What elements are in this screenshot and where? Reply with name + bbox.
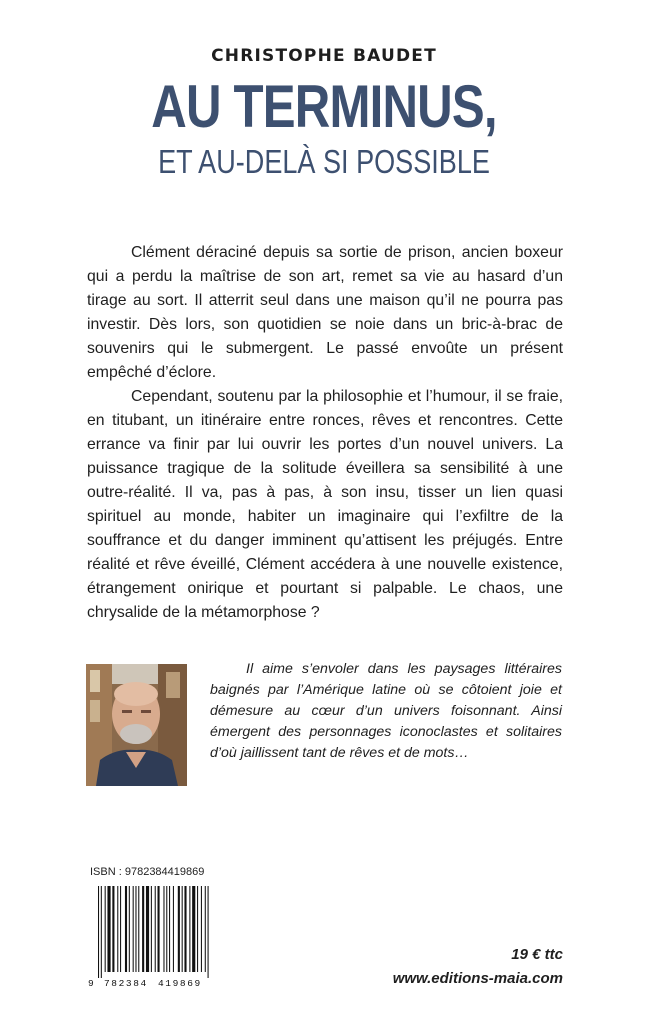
- summary-paragraph-1: Clément déraciné depuis sa sortie de prison, ancien boxeur qui a perdu la maîtrise de son art, remet sa vie au hasard d’un tirage au sort. Il atterrit seul dans une maison qu’il ne pourra pas investir. Dès lors, son quotidien se noie dans un bric-à-brac de souvenirs qui le submergent. Le passé envoûte un présent empêché d’éclore.: [87, 244, 563, 381]
- barcode-bar: [192, 886, 195, 972]
- barcode-bar: [135, 886, 136, 972]
- barcode-bar: [146, 886, 149, 972]
- barcode-bar: [208, 886, 209, 978]
- author-portrait-image: [86, 664, 187, 786]
- barcode-bar: [158, 886, 160, 972]
- barcode-bar: [142, 886, 144, 972]
- barcode-bar: [101, 886, 102, 978]
- barcode-bar: [205, 886, 206, 972]
- price: 19 € ttc: [511, 946, 563, 963]
- book-subtitle: ET AU-DELÀ SI POSSIBLE: [158, 143, 490, 180]
- barcode-bar: [155, 886, 156, 972]
- barcode-bar: [163, 886, 164, 972]
- barcode-left-digits: 782384: [104, 978, 148, 988]
- barcode-bar: [112, 886, 114, 972]
- bio-text: Il aime s’envoler dans les paysages littéraires baignés par l’Amérique latine où se côtoient joie et démesure au cœur d’un univers foisonnant. Ainsi émergent des personnages iconoclastes et solitaires d’où jaillissent tant de rêves et de mots…: [210, 661, 562, 761]
- barcode-bar: [98, 886, 99, 978]
- publisher-website: www.editions-maia.com: [392, 970, 563, 987]
- author-photo: [86, 664, 187, 786]
- barcode-bar: [197, 886, 198, 972]
- author-bio: [210, 659, 562, 764]
- barcode-bar: [107, 886, 110, 972]
- summary-paragraph-2: Cependant, soutenu par la philosophie et l’humour, il se fraie, en titubant, un itinéraire entre ronces, rêves et rencontres. Cette errance va finir par lui ouvrir les portes d’un nouvel univers. La puissance tragique de la solitude éveillera sa sensibilité à une outre-réalité. Il va, pas à pas, à son insu, tisser un lien quasi spirituel au monde, habiter un imaginaire qui l’exfiltre de la souffrance et du danger imminent qu’attisent les préjugés. Entre réalité et rêve éveillé, Clément accédera à une nouvelle existence, étrangement onirique et pourtant si palpable. Le chaos, une chrysalide de la métamorphose ?: [87, 388, 563, 621]
- author-name: CHRISTOPHE BAUDET: [211, 46, 437, 66]
- book-summary: [87, 241, 563, 625]
- barcode-bar: [169, 886, 170, 972]
- barcode-bar: [189, 886, 190, 972]
- barcode-bar: [117, 886, 118, 972]
- barcode-bar: [184, 886, 186, 972]
- barcode-bar: [120, 886, 121, 972]
- barcode-bar: [178, 886, 180, 972]
- barcode-bar: [105, 886, 106, 972]
- barcode-bar: [166, 886, 167, 972]
- barcode-bar: [125, 886, 127, 972]
- barcode-first-digit: 9: [88, 978, 94, 988]
- barcode-bar: [173, 886, 174, 972]
- barcode-right-digits: 419869: [158, 978, 202, 988]
- barcode-bar: [182, 886, 183, 972]
- barcode-bar: [133, 886, 134, 972]
- barcode-bar: [201, 886, 202, 972]
- barcode-bar: [138, 886, 139, 972]
- isbn-label: ISBN : 9782384419869: [90, 866, 205, 878]
- book-title: AU TERMINUS,: [151, 73, 497, 140]
- barcode-bar: [151, 886, 152, 972]
- isbn-barcode: [86, 886, 217, 988]
- barcode-bar: [129, 886, 130, 972]
- barcode-bars: [98, 886, 209, 978]
